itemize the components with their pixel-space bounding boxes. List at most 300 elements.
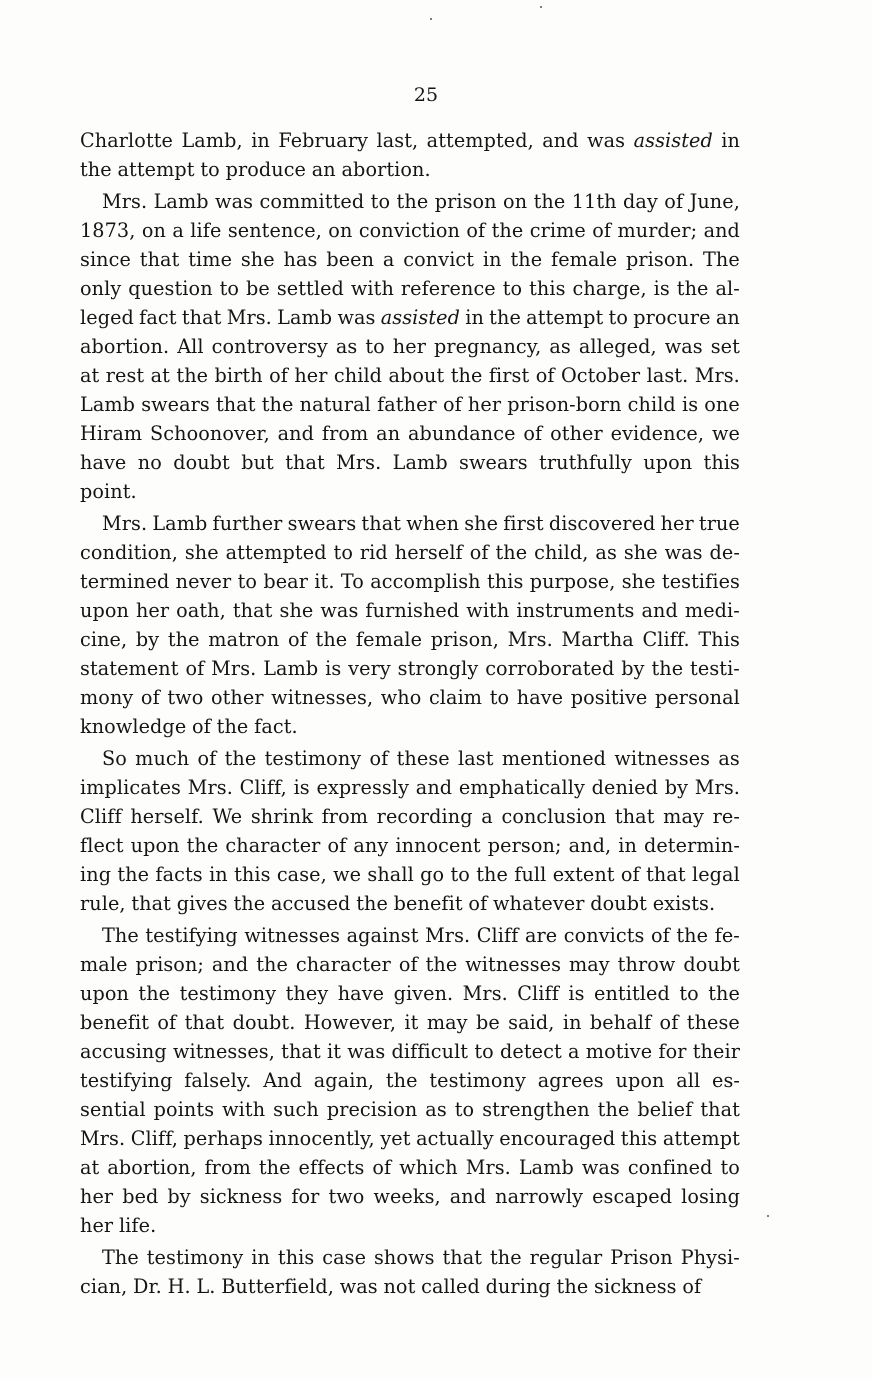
body-text xyxy=(80,126,740,1301)
word: not xyxy=(383,1275,416,1298)
word: Lamb xyxy=(392,451,448,474)
word: and, xyxy=(568,834,612,857)
word: medi- xyxy=(684,599,740,622)
word: have xyxy=(80,451,127,474)
word: is xyxy=(325,657,342,680)
word: of xyxy=(468,892,488,915)
text-line xyxy=(80,831,740,860)
word: mony xyxy=(80,686,134,709)
word: doubt. xyxy=(232,1011,296,1034)
word: sickness xyxy=(199,1185,283,1208)
word: statement xyxy=(80,657,179,680)
word: produce xyxy=(225,158,307,181)
text-line xyxy=(80,187,740,216)
word: innocent xyxy=(395,834,481,857)
text-line xyxy=(80,245,740,274)
word: ing xyxy=(80,863,112,886)
word: is xyxy=(568,982,585,1005)
word: testi- xyxy=(690,657,740,680)
word: assisted xyxy=(633,129,713,152)
word: never xyxy=(175,570,232,593)
word: from xyxy=(204,1156,251,1179)
word: by xyxy=(135,628,160,651)
word: she xyxy=(623,541,658,564)
word: of xyxy=(469,541,489,564)
word: purpose, xyxy=(529,570,616,593)
word: The xyxy=(102,1246,139,1269)
word: herself xyxy=(394,541,463,564)
word: of xyxy=(442,393,462,416)
text-line xyxy=(80,538,740,567)
word: claim xyxy=(428,686,483,709)
word: the xyxy=(176,364,209,387)
text-line xyxy=(80,216,740,245)
text-line xyxy=(80,155,740,184)
word: testimony xyxy=(264,747,362,770)
word: upon xyxy=(80,599,129,622)
word: on xyxy=(141,219,166,242)
word: flect xyxy=(80,834,124,857)
word: only xyxy=(80,277,122,300)
word: female xyxy=(355,628,423,651)
word: abortion. xyxy=(341,158,431,181)
word: that xyxy=(232,599,273,622)
text-line xyxy=(80,509,740,538)
word: her xyxy=(80,1185,114,1208)
word: of xyxy=(659,1011,679,1034)
word: two xyxy=(328,1185,365,1208)
word: as xyxy=(425,1098,447,1121)
word: child, xyxy=(534,541,589,564)
word: of xyxy=(592,219,612,242)
word: been xyxy=(326,248,375,271)
word: have xyxy=(337,982,385,1005)
text-line xyxy=(80,1066,740,1095)
word: shows xyxy=(373,1246,435,1269)
word: 1873, xyxy=(80,219,136,242)
paragraph xyxy=(80,1243,740,1301)
word: on xyxy=(503,190,528,213)
word: other xyxy=(210,686,264,709)
word: testimony xyxy=(179,982,277,1005)
text-line xyxy=(80,477,740,506)
word: motive xyxy=(585,1040,653,1063)
word: at xyxy=(80,364,100,387)
paragraph xyxy=(80,126,740,184)
word: denied xyxy=(591,776,658,799)
word: To xyxy=(340,570,364,593)
word: losing xyxy=(681,1185,740,1208)
word: the xyxy=(676,924,709,947)
word: Mrs. xyxy=(336,451,382,474)
word: The xyxy=(102,924,139,947)
word: to xyxy=(454,1098,475,1121)
word: Hiram xyxy=(80,422,143,445)
word: testimony xyxy=(429,1069,526,1092)
word: settled xyxy=(276,277,344,300)
word: attempted xyxy=(225,541,327,564)
word: further xyxy=(212,512,283,535)
word: doubt xyxy=(590,892,647,915)
word: However, xyxy=(303,1011,397,1034)
word: Martha xyxy=(561,628,634,651)
word: full xyxy=(514,863,547,886)
word: of xyxy=(369,747,389,770)
word: the xyxy=(258,1156,291,1179)
word: pregnancy, xyxy=(433,335,542,358)
word: the xyxy=(450,364,483,387)
word: last xyxy=(458,747,494,770)
word: case, xyxy=(276,863,327,886)
word: that xyxy=(131,892,171,915)
word: leged xyxy=(80,306,134,329)
word: person; xyxy=(487,834,562,857)
word: Lamb xyxy=(80,393,136,416)
word: she xyxy=(184,541,219,564)
word: again, xyxy=(313,1069,375,1092)
word: as xyxy=(718,747,740,770)
word: other xyxy=(550,422,603,445)
word: to xyxy=(450,863,470,886)
word: evidence, xyxy=(610,422,705,445)
word: testifying xyxy=(80,1069,173,1092)
word: her xyxy=(135,599,170,622)
word: The xyxy=(703,248,740,271)
word: natural xyxy=(299,393,371,416)
text-line xyxy=(80,1211,740,1240)
word: that xyxy=(646,863,686,886)
word: she xyxy=(621,570,656,593)
word: swears xyxy=(141,393,210,416)
word: a xyxy=(481,805,493,828)
text-line xyxy=(80,921,740,950)
word: sential xyxy=(80,1098,146,1121)
word: of xyxy=(287,628,307,651)
word: prison, xyxy=(430,628,499,651)
word: against xyxy=(346,924,419,947)
word: was xyxy=(587,129,626,152)
word: Mrs. xyxy=(211,657,257,680)
text-line xyxy=(80,979,740,1008)
word: alleged, xyxy=(578,335,657,358)
word: agrees xyxy=(537,1069,604,1092)
word: accusing xyxy=(80,1040,167,1063)
word: witnesses xyxy=(465,953,562,976)
word: the xyxy=(491,219,524,242)
word: one xyxy=(704,393,740,416)
word: prison xyxy=(434,190,497,213)
word: that xyxy=(184,1011,225,1034)
word: of xyxy=(327,834,347,857)
word: is xyxy=(293,776,310,799)
word: attempt xyxy=(662,1127,740,1150)
word: witnesses xyxy=(614,747,711,770)
word: doubt xyxy=(173,451,230,474)
word: Mrs. xyxy=(80,1127,126,1150)
scan-speck xyxy=(767,1215,769,1217)
word: that xyxy=(216,393,256,416)
word: falsely. xyxy=(184,1069,252,1092)
word: shall xyxy=(367,863,414,886)
word: assisted xyxy=(380,306,460,329)
word: these xyxy=(396,747,450,770)
word: an xyxy=(715,306,740,329)
word: are xyxy=(524,924,558,947)
word: the xyxy=(385,1069,418,1092)
word: of xyxy=(523,422,543,445)
word: when xyxy=(406,512,460,535)
text-line xyxy=(80,126,740,155)
word: the xyxy=(708,982,740,1005)
word: determin- xyxy=(643,834,740,857)
word: prison; xyxy=(135,953,204,976)
word: to xyxy=(720,1156,740,1179)
word: witnesses, xyxy=(172,1040,275,1063)
word: is xyxy=(681,393,699,416)
word: last. xyxy=(646,364,689,387)
word: of xyxy=(466,219,486,242)
word: al- xyxy=(715,277,740,300)
word: Mrs. xyxy=(102,190,148,213)
word: Mrs. xyxy=(102,512,148,535)
word: about xyxy=(388,364,445,387)
word: was xyxy=(664,541,703,564)
word: Mrs. xyxy=(187,776,233,799)
scan-speck xyxy=(430,18,432,20)
word: the xyxy=(256,953,288,976)
word: character xyxy=(225,834,321,857)
word: during xyxy=(485,1275,551,1298)
word: was xyxy=(581,1156,620,1179)
word: this xyxy=(234,863,271,886)
word: to xyxy=(333,541,353,564)
word: may xyxy=(568,953,610,976)
word: may xyxy=(663,805,704,828)
word: of xyxy=(157,1011,177,1034)
word: in xyxy=(251,129,270,152)
word: a xyxy=(382,248,395,271)
word: on xyxy=(328,219,353,242)
paragraph xyxy=(80,921,740,1240)
word: Cliff, xyxy=(130,1127,178,1150)
word: L. xyxy=(196,1275,216,1298)
word: in xyxy=(562,1011,582,1034)
word: oath, xyxy=(176,599,226,622)
word: these xyxy=(686,1011,740,1034)
word: that xyxy=(285,451,325,474)
word: benefit xyxy=(80,1011,149,1034)
word: by xyxy=(664,776,689,799)
word: crime xyxy=(529,219,586,242)
text-line xyxy=(80,274,740,303)
word: detect xyxy=(500,1040,562,1063)
word: to xyxy=(502,277,523,300)
word: male xyxy=(80,953,128,976)
word: accomplish xyxy=(370,570,481,593)
word: strongly xyxy=(397,657,479,680)
word: that xyxy=(442,1246,483,1269)
word: yet xyxy=(380,1127,411,1150)
word: and xyxy=(211,953,249,976)
word: upon xyxy=(643,451,693,474)
word: bear xyxy=(263,570,308,593)
word: the xyxy=(476,863,508,886)
word: that xyxy=(139,248,180,271)
word: And xyxy=(263,1069,302,1092)
word: termined xyxy=(80,570,170,593)
word: to xyxy=(219,277,240,300)
word: this xyxy=(486,570,524,593)
word: This xyxy=(698,628,740,651)
text-line xyxy=(80,1243,740,1272)
word: as xyxy=(335,335,358,358)
word: it xyxy=(326,1040,342,1063)
word: conclusion xyxy=(501,805,607,828)
word: attempt xyxy=(117,158,195,181)
word: We xyxy=(212,805,243,828)
word: her xyxy=(80,1214,114,1237)
word: Mrs. xyxy=(226,306,272,329)
word: in xyxy=(209,863,228,886)
word: and xyxy=(641,599,678,622)
word: the xyxy=(651,657,684,680)
word: rule, xyxy=(80,892,126,915)
word: be xyxy=(246,277,270,300)
word: corroborated xyxy=(485,657,615,680)
word: positive xyxy=(570,686,648,709)
word: father xyxy=(377,393,437,416)
word: which xyxy=(399,1156,458,1179)
word: Cliff xyxy=(80,805,122,828)
word: Prison xyxy=(610,1246,673,1269)
word: may xyxy=(426,1011,468,1034)
word: and xyxy=(542,129,579,152)
word: to xyxy=(679,982,699,1005)
word: was xyxy=(339,1275,378,1298)
word: murder; xyxy=(617,219,698,242)
text-line xyxy=(80,744,740,773)
word: last, xyxy=(376,129,419,152)
word: since xyxy=(80,248,131,271)
word: from xyxy=(321,422,369,445)
word: truthfully xyxy=(539,451,632,474)
word: the xyxy=(510,248,543,271)
text-line xyxy=(80,889,740,918)
word: whatever xyxy=(493,892,585,915)
text-line xyxy=(80,1008,740,1037)
word: of xyxy=(664,190,684,213)
word: Lamb xyxy=(152,512,208,535)
text-line xyxy=(80,1095,740,1124)
word: regular xyxy=(529,1246,603,1269)
word: no xyxy=(137,451,162,474)
word: was xyxy=(664,335,703,358)
word: the xyxy=(186,834,219,857)
word: accused xyxy=(270,892,351,915)
word: cian, xyxy=(80,1275,128,1298)
word: rid xyxy=(359,541,388,564)
word: called xyxy=(421,1275,480,1298)
word: precision xyxy=(326,1098,418,1121)
word: controversy xyxy=(211,335,328,358)
word: implicates xyxy=(80,776,181,799)
word: condition, xyxy=(80,541,178,564)
word: swears xyxy=(287,512,357,535)
word: sickness xyxy=(594,1275,677,1298)
text-line xyxy=(80,303,740,332)
word: the xyxy=(261,393,294,416)
scan-speck xyxy=(540,6,542,8)
word: shrink xyxy=(250,805,313,828)
word: this xyxy=(620,1127,658,1150)
word: charge, xyxy=(572,277,647,300)
word: to xyxy=(365,335,385,358)
word: facts xyxy=(155,863,203,886)
word: weeks, xyxy=(373,1185,441,1208)
word: prison. xyxy=(626,248,695,271)
text-line xyxy=(80,361,740,390)
word: doubt xyxy=(683,953,740,976)
word: her xyxy=(294,364,328,387)
word: go xyxy=(420,863,445,886)
word: in xyxy=(618,834,637,857)
word: of xyxy=(535,364,555,387)
text-line xyxy=(80,567,740,596)
word: in xyxy=(251,1246,270,1269)
word: Mrs. xyxy=(425,924,471,947)
word: convicts xyxy=(563,924,645,947)
word: conviction xyxy=(358,219,460,242)
word: it. xyxy=(314,570,335,593)
word: testifies xyxy=(661,570,740,593)
word: of xyxy=(620,863,640,886)
word: of xyxy=(682,1275,702,1298)
word: her xyxy=(660,512,694,535)
word: furnished xyxy=(365,599,460,622)
word: the xyxy=(489,1246,522,1269)
word: encouraged xyxy=(499,1127,616,1150)
word: the xyxy=(597,1098,630,1121)
word: to xyxy=(370,190,391,213)
word: but xyxy=(241,451,274,474)
word: throw xyxy=(617,953,676,976)
word: the xyxy=(396,190,429,213)
word: So xyxy=(102,747,127,770)
text-line xyxy=(80,712,740,741)
word: instruments xyxy=(516,599,635,622)
page-number: 25 xyxy=(413,84,439,106)
word: of xyxy=(269,364,288,387)
word: by xyxy=(621,657,645,680)
word: the xyxy=(315,628,348,651)
word: true xyxy=(698,512,740,535)
word: the xyxy=(356,892,388,915)
word: that xyxy=(614,805,655,828)
word: strengthen xyxy=(482,1098,590,1121)
word: set xyxy=(710,335,740,358)
text-line xyxy=(80,596,740,625)
word: the xyxy=(556,1275,589,1298)
word: Mrs. xyxy=(507,628,553,651)
word: it xyxy=(404,1011,419,1034)
word: was xyxy=(337,306,376,329)
word: all xyxy=(676,1069,701,1092)
word: question xyxy=(128,277,213,300)
word: a xyxy=(172,219,184,242)
text-line xyxy=(80,773,740,802)
word: for xyxy=(291,1185,320,1208)
word: abortion, xyxy=(107,1156,197,1179)
